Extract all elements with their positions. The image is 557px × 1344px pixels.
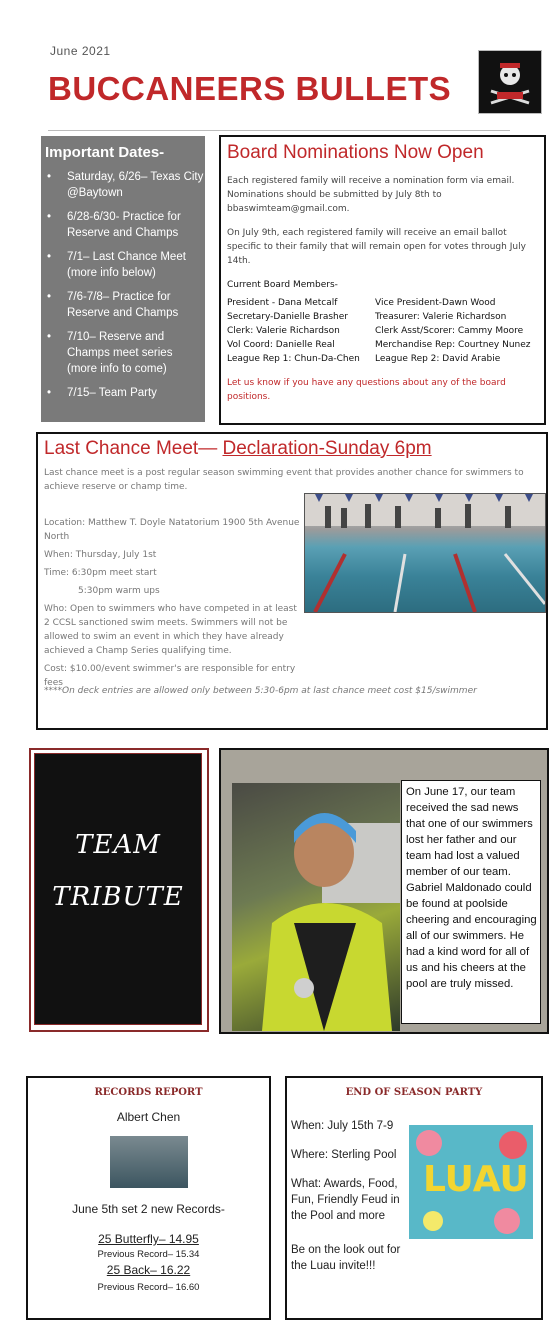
board-member: League Rep 1: Chun-Da-Chen [227, 354, 360, 364]
record-holder: Albert Chen [116, 1110, 181, 1124]
record-back: 25 Back– 16.22 [106, 1263, 191, 1277]
board-nominations-title: Board Nominations Now Open [227, 142, 484, 163]
memorial-photo [232, 783, 400, 1031]
board-member: Treasurer: Valerie Richardson [375, 312, 507, 322]
board-member: Merchandise Rep: Courtney Nunez [375, 340, 531, 350]
board-member: Secretary-Danielle Brasher [227, 312, 349, 322]
list-item: • 7/6-7/8– Practice for Reserve and Champs [67, 289, 205, 321]
records-set: June 5th set 2 new Records- [72, 1202, 225, 1216]
newsletter-date: June 2021 [50, 44, 111, 58]
declaration-deadline: Declaration-Sunday 6pm [222, 438, 432, 459]
important-dates-heading: Important Dates- [45, 144, 165, 161]
records-title: RECORDS REPORT [94, 1087, 203, 1098]
party-title: END OF SEASON PARTY [345, 1087, 483, 1098]
board-para-1: Each registered family will receive a nomination form via email. Nominations should be submitted by July 8th to bbaswimteam@gmail.com. [227, 176, 515, 214]
important-dates-panel [41, 136, 205, 422]
record-butterfly: 25 Butterfly– 14.95 [98, 1232, 199, 1246]
important-dates-list [41, 169, 205, 401]
meet-start-time: Time: 6:30pm meet start [44, 568, 157, 578]
last-chance-title-text: Last Chance Meet— [44, 438, 223, 459]
last-chance-details [44, 516, 300, 690]
deck-entry-note: ****On deck entries are allowed only between 5:30-6pm at last chance meet cost $15/swimmer [44, 686, 477, 696]
board-member: League Rep 2: David Arabie [375, 354, 501, 364]
memorial-text: On June 17, our team received the sad news that one of our swimmers lost her father and our team had lost a valued member of our team. Gabriel Maldonado could be found at poolside cheering and encouraging all of our swimmers. He had a kind word for all of us and his cheers at the pool are truly missed. [401, 780, 541, 1024]
record-back-previous: Previous Record– 16.60 [97, 1282, 200, 1293]
season-party-panel [285, 1076, 543, 1320]
newsletter-title: BUCCANEERS BULLETS [48, 70, 452, 107]
board-nominations-panel [219, 135, 546, 425]
board-member: President - Dana Metcalf [227, 298, 338, 308]
memorial-panel [219, 748, 549, 1034]
team-logo [478, 50, 542, 114]
list-item: • 7/15– Team Party [67, 385, 205, 401]
list-item: • 7/10– Reserve and Champs meet series (more info to come) [67, 329, 205, 377]
last-chance-title [44, 438, 546, 460]
board-members-heading: Current Board Members- [227, 280, 338, 290]
list-item: • 7/1– Last Chance Meet (more info below) [67, 249, 205, 281]
last-chance-intro: Last chance meet is a post regular season swimming event that provides another chance for swimmers to achieve reserve or champ time. [44, 468, 524, 492]
luau-logo-text: LUAU [423, 1159, 529, 1200]
team-tribute-panel [34, 753, 202, 1025]
tribute-line-2: TRIBUTE [52, 882, 184, 912]
list-item: • 6/28-6/30- Practice for Reserve and Champs [67, 209, 205, 241]
last-chance-meet-panel [36, 432, 548, 730]
team-tribute-heading [35, 819, 201, 923]
board-para-2: On July 9th, each registered family will receive an email ballot specific to their family that will remain open for votes through July 14th. [227, 228, 526, 266]
party-lookout: Be on the look out for the Luau invite!!! [291, 1244, 401, 1272]
meet-warmup-time: 5:30pm warm ups [78, 586, 160, 596]
meet-when: When: Thursday, July 1st [44, 550, 157, 560]
party-where: Where: Sterling Pool [291, 1149, 397, 1161]
meet-cost: Cost: $10.00/event swimmer's are responsible for entry fees [44, 664, 296, 688]
team-tribute-banner [29, 748, 209, 1032]
board-member: Vice President-Dawn Wood [375, 298, 496, 308]
pool-photo [304, 493, 546, 613]
record-butterfly-previous: Previous Record– 15.34 [97, 1249, 200, 1260]
records-report-panel [26, 1076, 271, 1320]
meet-eligibility: Who: Open to swimmers who have competed in at least 2 CCSL sanctioned swim meets. Swimmers will not be allowed to swim an event in which they have already achieved a Champ Series qualifying time. [44, 604, 297, 656]
swimmer-photo [110, 1136, 188, 1188]
list-item: • Saturday, 6/26– Texas City @Baytown [67, 169, 205, 201]
meet-location: Location: Matthew T. Doyle Natatorium 1900 5th Avenue North [44, 518, 300, 542]
tribute-line-1: TEAM [75, 830, 161, 860]
board-note: Let us know if you have any questions about any of the board positions. [227, 378, 506, 402]
board-members-list [227, 296, 538, 366]
header-divider [48, 130, 510, 131]
board-member: Clerk Asst/Scorer: Cammy Moore [375, 326, 524, 336]
board-member: Vol Coord: Danielle Real [227, 340, 335, 350]
board-member: Clerk: Valerie Richardson [227, 326, 340, 336]
party-when: When: July 15th 7-9 [291, 1120, 394, 1132]
luau-image [409, 1125, 533, 1239]
party-what: What: Awards, Food, Fun, Friendly Feud in the Pool and more [291, 1178, 400, 1222]
